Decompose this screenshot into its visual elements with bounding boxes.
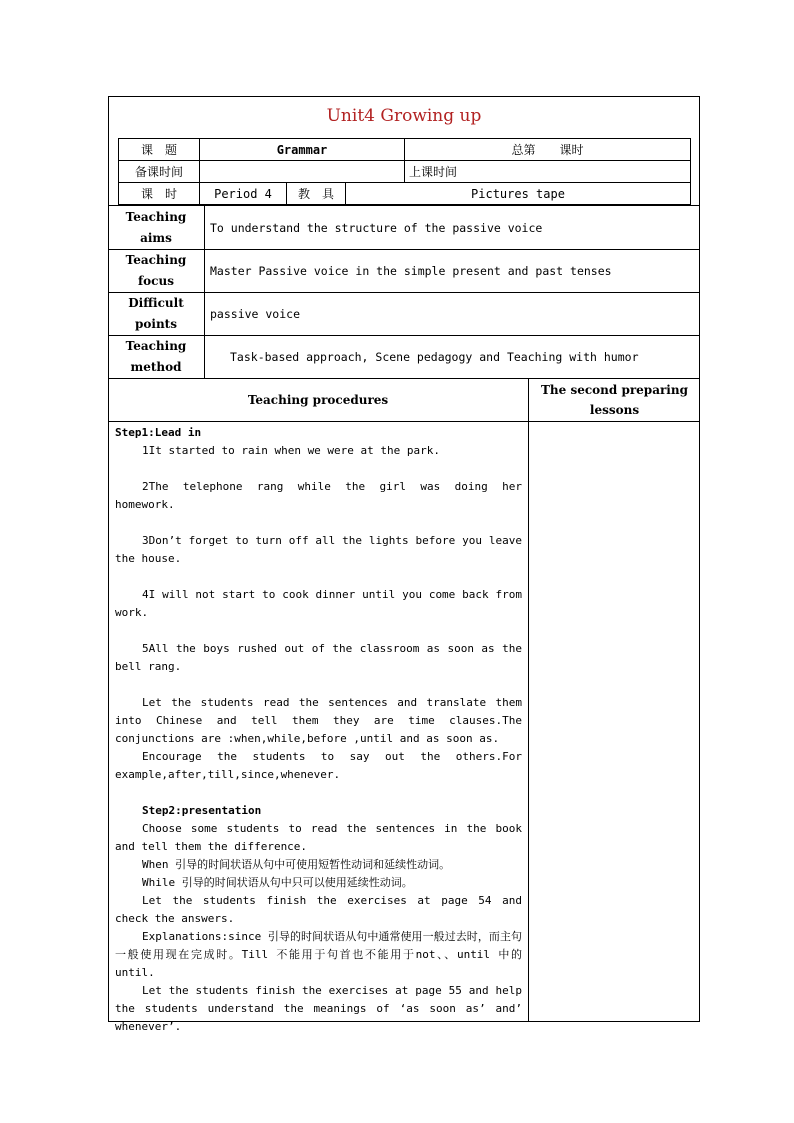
example-sentence-4: 4I will not start to cook dinner until you come back from work.	[115, 588, 522, 619]
step2-heading: Step2:presentation	[142, 804, 262, 817]
teaching-focus-value: Master Passive voice in the simple present and past tenses	[210, 264, 612, 278]
class-time-label: 上课时间	[405, 161, 691, 183]
while-note: While 引导的时间状语从句中只可以使用延续性动词。	[142, 876, 413, 889]
teaching-aims-value: To understand the structure of the passive voice	[210, 220, 543, 235]
encourage-instruction: Encourage the students to say out the others.For example,after,till,since,whenever.	[115, 750, 522, 781]
aids-label: 教 具	[287, 183, 346, 205]
prep-time-label: 备课时间	[119, 161, 200, 183]
teaching-method-value: Task-based approach, Scene pedagogy and Teaching with humor	[230, 350, 639, 364]
total-periods-label: 总第 课时	[405, 139, 691, 161]
page-title: Unit4 Growing up	[326, 106, 482, 126]
procedures-header	[108, 378, 700, 422]
choose-students-instruction: Choose some students to read the sentences in the book and tell them the difference.	[115, 822, 522, 853]
row-teaching-aims	[108, 205, 700, 249]
teaching-aims-label: Teaching aims	[108, 206, 205, 249]
header-table	[118, 138, 691, 205]
teaching-method-label: Teaching method	[108, 336, 205, 378]
example-sentence-3: 3Don’t forget to turn off all the lights before you leave the house.	[115, 534, 522, 565]
explanations: Explanations:since 引导的时间状语从句中通常使用一般过去时，而主句一般使用现在完成时。Till 不能用于句首也不能用于not、、until 中的 until.	[115, 930, 522, 979]
difficult-points-value: passive voice	[210, 307, 301, 321]
aids-value: Pictures tape	[346, 183, 691, 205]
difficult-points-label: Difficult points	[108, 293, 205, 335]
subject-value: Grammar	[200, 139, 405, 161]
period-value: Period 4	[200, 183, 287, 205]
example-sentence-2: 2The telephone rang while the girl was doing her homework.	[115, 480, 522, 511]
example-sentence-5: 5All the boys rushed out of the classroom as soon as the bell rang.	[115, 642, 522, 673]
row-teaching-method	[108, 335, 700, 378]
period-label: 课 时	[119, 183, 200, 205]
prep-time-value	[200, 161, 405, 183]
example-sentence-1: 1It started to rain when we were at the park.	[142, 444, 441, 457]
exercise-page-55: Let the students finish the exercises at page 55 and help the students understand the meanings of ‘as soon as’ and’ whenever’.	[115, 984, 522, 1033]
exercise-page-54: Let the students finish the exercises at page 54 and check the answers.	[115, 894, 522, 925]
translate-instruction: Let the students read the sentences and translate them into Chinese and tell them they are time clauses.The conjunctions are :when,while,before ,until and as soon as.	[115, 696, 522, 745]
row-teaching-focus	[108, 249, 700, 292]
teaching-focus-label: Teaching focus	[108, 250, 205, 292]
row-difficult-points	[108, 292, 700, 335]
second-preparing-heading: The second preparing lessons	[528, 379, 700, 421]
procedures-body	[115, 424, 522, 1036]
subject-label: 课 题	[119, 139, 200, 161]
teaching-procedures-heading: Teaching procedures	[247, 393, 389, 407]
step1-heading: Step1:Lead in	[115, 426, 202, 439]
when-note: When 引导的时间状语从句中可使用短暂性动词和延续性动词。	[142, 858, 451, 871]
column-divider	[528, 422, 529, 1022]
